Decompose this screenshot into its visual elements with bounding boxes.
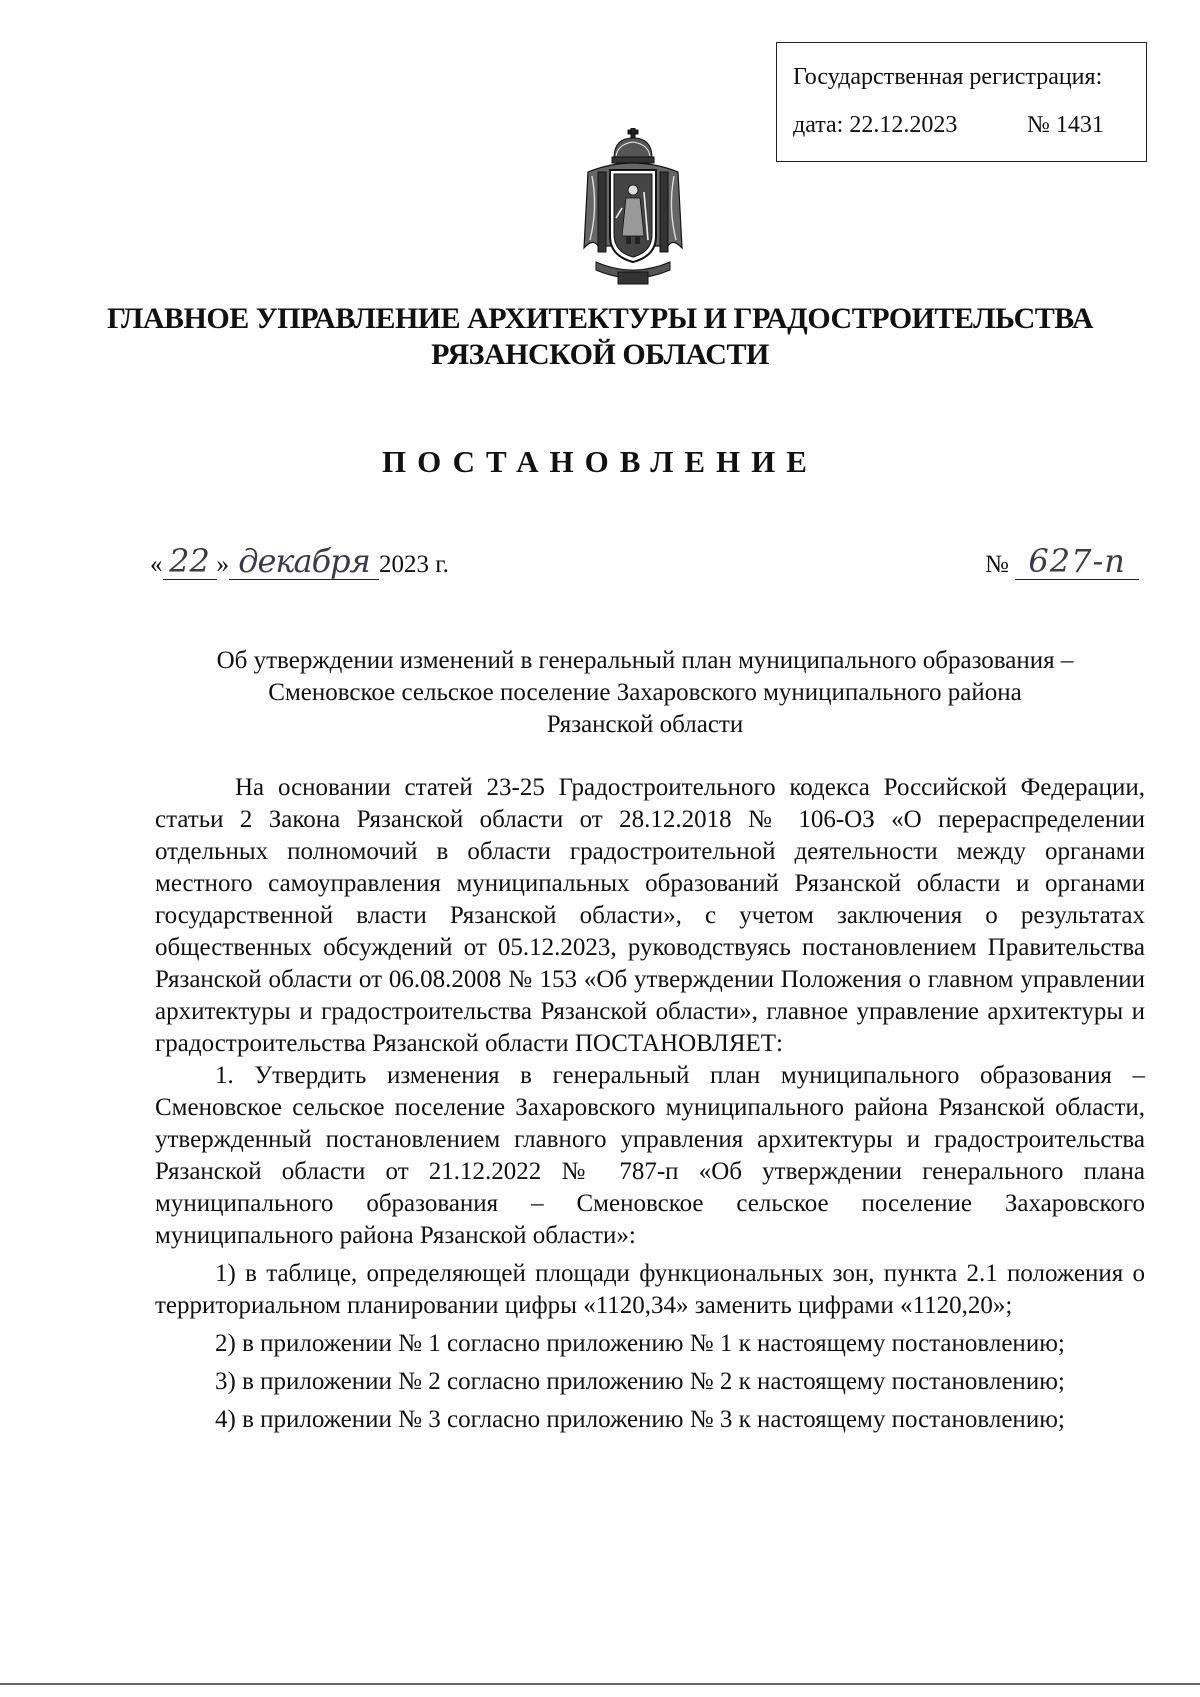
ryazan-coat-of-arms-icon bbox=[578, 128, 688, 290]
registration-number: № 1431 bbox=[1027, 112, 1104, 138]
date-close-quote: » bbox=[216, 551, 229, 578]
registration-stamp bbox=[776, 42, 1147, 162]
subject-line2: Сменовское сельское поселение Захаровского муниципального района bbox=[268, 679, 1022, 706]
handwritten-number: 627-п bbox=[1015, 545, 1139, 580]
subitem-1-paragraph: 1) в таблице, определяющей площади функциональных зон, пункта 2.1 положения о территориальном планировании цифры «1120,34» заменить цифрами «1120,20»; bbox=[155, 1260, 1145, 1319]
subject-line3: Рязанской области bbox=[546, 711, 744, 738]
page-bottom-edge bbox=[0, 1683, 1200, 1685]
date-year: 2023 г. bbox=[379, 551, 449, 578]
number-prefix: № bbox=[985, 551, 1009, 578]
document-type-heading: ПОСТАНОВЛЕНИЕ bbox=[382, 444, 818, 479]
date-open-quote: « bbox=[150, 551, 163, 578]
resolution-subject bbox=[150, 645, 1140, 741]
subitem-4-paragraph: 4) в приложении № 3 согласно приложению № 3 к настоящему постановлению; bbox=[215, 1406, 1065, 1433]
organization-title-line2: РЯЗАНСКОЙ ОБЛАСТИ bbox=[431, 338, 769, 371]
subitem-3-paragraph: 3) в приложении № 2 согласно приложению № 2 к настоящему постановлению; bbox=[215, 1368, 1065, 1395]
resolution-body bbox=[155, 772, 1145, 1436]
subitem-2-paragraph: 2) в приложении № 1 согласно приложению № 1 к настоящему постановлению; bbox=[215, 1330, 1065, 1357]
handwritten-day: 22 bbox=[163, 545, 217, 580]
item-1-paragraph: 1. Утвердить изменения в генеральный план муниципального образования – Сменовское сельское поселение Захаровского муниципального района Рязанской области, утвержденный постановлением главного управления архитектуры и градостроительства Рязанской области от 21.12.2022 № 787-п «Об утверждении генерального плана муниципального образования – Сменовское сельское поселение Захаровского муниципального района Рязанской области»: bbox=[155, 1062, 1145, 1249]
subject-line1: Об утверждении изменений в генеральный план муниципального образования – bbox=[216, 647, 1074, 674]
registration-title: Государственная регистрация: bbox=[793, 64, 1103, 90]
resolution-number bbox=[985, 542, 1139, 580]
registration-date: дата: 22.12.2023 bbox=[793, 112, 958, 138]
handwritten-month: декабря bbox=[229, 545, 379, 580]
preamble-paragraph: На основании статей 23-25 Градостроительного кодекса Российской Федерации, статьи 2 Закона Рязанской области от 28.12.2018 № 106-ОЗ «О перераспределении отдельных полномочий в области градостроительной деятельности между органами местного самоуправления муниципальных образований Рязанской области и органами государственной власти Рязанской области», с учетом заключения о результатах общественных обсуждений от 05.12.2023, руководствуясь постановлением Правительства Рязанской области от 06.08.2008 № 153 «Об утверждении Положения о главном управлении архитектуры и градостроительства Рязанской области», главное управление архитектуры и градостроительства Рязанской области ПОСТАНОВЛЯЕТ: bbox=[155, 774, 1145, 1057]
resolution-date bbox=[150, 542, 449, 580]
organization-title-line1: ГЛАВНОЕ УПРАВЛЕНИЕ АРХИТЕКТУРЫ И ГРАДОСТРОИТЕЛЬСТВА bbox=[106, 302, 1094, 335]
